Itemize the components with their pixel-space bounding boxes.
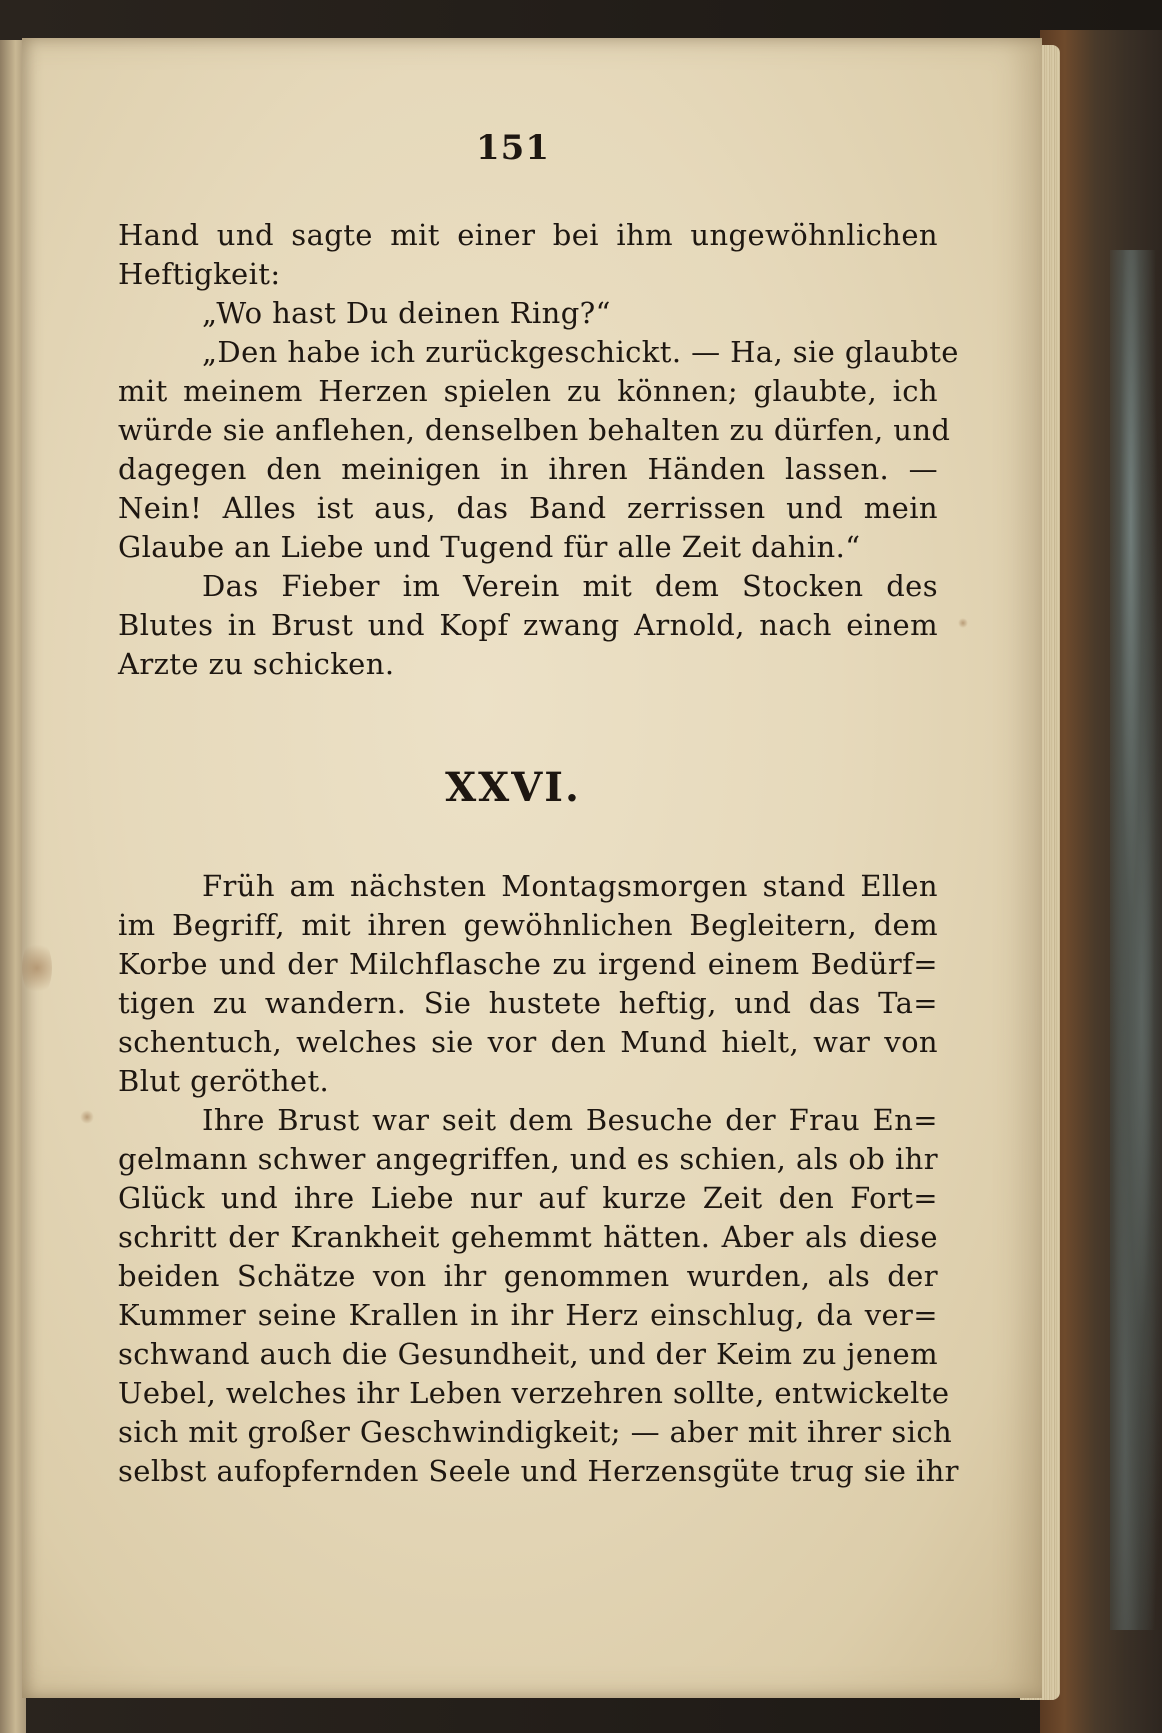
text-line: tigen zu wandern. Sie hustete heftig, und das Ta=: [118, 986, 938, 1020]
text-line: „Wo hast Du deinen Ring?“: [202, 296, 611, 330]
paragraph: [118, 333, 959, 567]
foxing-spot: [958, 618, 968, 628]
page-number: 151: [476, 128, 550, 168]
foxing-spot: [22, 938, 52, 998]
text-line: Hand und sagte mit einer bei ihm ungewöhnlichen: [118, 218, 938, 252]
text-line: schwand auch die Gesundheit, und der Keim zu jenem: [118, 1337, 938, 1371]
text-line: Uebel, welches ihr Leben verzehren sollte, entwickelte: [118, 1376, 950, 1410]
paragraph: [118, 294, 938, 333]
section-one: [118, 216, 959, 684]
text-line: Heftigkeit:: [118, 257, 281, 291]
text-line: „Den habe ich zurückgeschickt. — Ha, sie glaubte: [202, 335, 959, 369]
text-line: Das Fieber im Verein mit dem Stocken des: [202, 569, 938, 603]
text-line: schentuch, welches sie vor den Mund hielt, war von: [118, 1025, 938, 1059]
book-page: [22, 38, 1042, 1698]
text-line: Korbe und der Milchflasche zu irgend einem Bedürf=: [118, 947, 938, 981]
cover-wear-texture: [1110, 250, 1162, 1630]
text-line: schritt der Krankheit gehemmt hätten. Aber als diese: [118, 1220, 938, 1254]
text-line: beiden Schätze von ihr genommen wurden, als der: [118, 1259, 938, 1293]
paragraph: [118, 1101, 959, 1491]
paragraph: [118, 867, 938, 1101]
paragraph: [118, 567, 938, 684]
paragraph: [118, 216, 938, 294]
foxing-spot: [80, 1110, 94, 1124]
text-line: selbst aufopfernden Seele und Herzensgüte trug sie ihr: [118, 1454, 959, 1488]
text-line: würde sie anflehen, denselben behalten zu dürfen, und: [118, 413, 951, 447]
text-line: Arzte zu schicken.: [118, 647, 395, 681]
text-line: Glück und ihre Liebe nur auf kurze Zeit den Fort=: [118, 1181, 938, 1215]
text-line: Blut geröthet.: [118, 1064, 330, 1098]
section-two: [118, 867, 959, 1491]
text-line: Nein! Alles ist aus, das Band zerrissen und mein: [118, 491, 938, 525]
text-line: Ihre Brust war seit dem Besuche der Frau En=: [202, 1103, 938, 1137]
text-line: sich mit großer Geschwindigkeit; — aber mit ihrer sich: [118, 1415, 953, 1449]
text-line: gelmann schwer angegriffen, und es schien, als ob ihr: [118, 1142, 938, 1176]
text-line: im Begriff, mit ihren gewöhnlichen Begleitern, dem: [118, 908, 938, 942]
text-line: Früh am nächsten Montagsmorgen stand Ellen: [202, 869, 938, 903]
text-line: dagegen den meinigen in ihren Händen lassen. —: [118, 452, 938, 486]
text-line: mit meinem Herzen spielen zu können; glaubte, ich: [118, 374, 938, 408]
chapter-heading: XXVI.: [445, 764, 581, 811]
text-line: Blutes in Brust und Kopf zwang Arnold, nach einem: [118, 608, 938, 642]
text-line: Glaube an Liebe und Tugend für alle Zeit dahin.“: [118, 530, 861, 564]
text-line: Kummer seine Krallen in ihr Herz einschlug, da ver=: [118, 1298, 938, 1332]
text-block: [118, 128, 959, 1491]
